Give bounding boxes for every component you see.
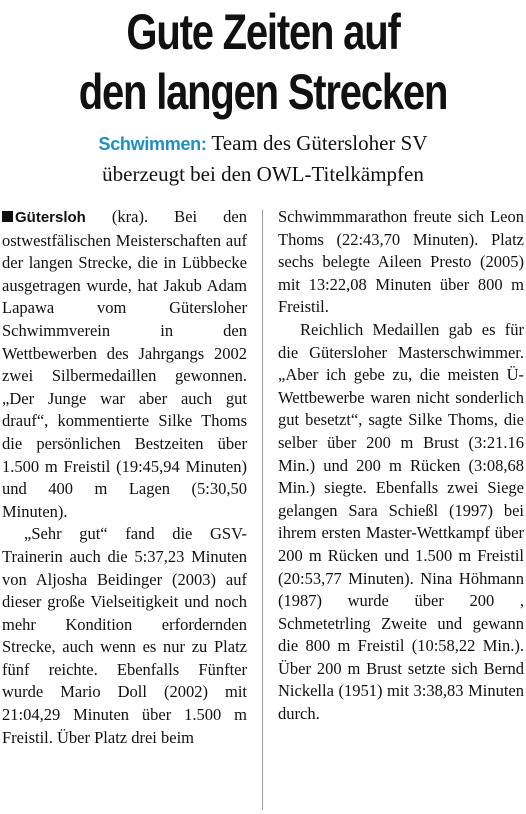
headline-line-2: den langen Strecken — [78, 64, 448, 120]
square-bullet-icon — [2, 211, 13, 222]
subheadline-line-1 — [0, 128, 526, 159]
article-paragraph-4: Reichlich Medaillen gab es für die Gütersloher Masterschwimmer. „Aber ich gebe zu, die meisten Ü-Wettbewerbe waren nicht sonderlich gut besetzt“, sagte Silke Thoms, die selber über 200 m Brust (3:21.16 Min.) und 200 m Rücken (3:08,68 Min.) siegte. Ebenfalls zwei Siege gelangen Sara Schießl (1997) bei ihrem ersten Master-Wettkampf über 200 m Rücken und 1.500 m Freistil (20:53,77 Minuten). Nina Höhmann (1987) wurde über 200 , Schmetetrling Zweite und gewann die 800 m Freistil (10:58,22 Min.). Über 200 m Brust setzte sich Bernd Nickella (1951) mit 3:38,83 Minuten durch. — [278, 319, 524, 724]
article-paragraph-1 — [2, 206, 247, 523]
article-column-right — [278, 206, 524, 726]
article-paragraph-3: Schwimmmarathon freute sich Leon Thoms (22:43,70 Minuten). Platz sechs belegte Aileen Presto (2005) mit 13:22,08 Minuten über 800 m Freistil. — [278, 207, 524, 317]
section-kicker: Schwimmen: — [98, 134, 207, 154]
subheadline — [0, 128, 526, 189]
headline — [53, 2, 474, 122]
column-divider — [262, 210, 263, 810]
headline-line-1: Gute Zeiten auf — [126, 4, 400, 60]
dateline: Gütersloh — [15, 209, 86, 226]
subheadline-text-1: Team des Gütersloher SV — [211, 131, 428, 155]
subheadline-text-2: überzeugt bei den OWL-Titelkämpfen — [102, 162, 424, 186]
article-paragraph-2: „Sehr gut“ fand die GSV-Trainerin auch die 5:37,23 Minuten von Aljosha Beidinger (2003) auf dieser große Vielseitigkeit und noch mehr Kondition erfordernden Strecke, auch wenn es nur zu Platz fünf reichte. Ebenfalls Fünfter wurde Mario Doll (2002) mit 21:04,29 Minuten über 1.500 m Freistil. Über Platz drei beim — [2, 524, 247, 747]
paragraph-1-text: (kra). Bei den ostwestfälischen Meisterschaften auf der langen Strecke, die in Lübbecke ausgetragen wurde, hat Jakub Adam Lapawa vom Gütersloher Schwimmverein in den Wettbewerben des Jahrgangs 2002 zwei Silbermedaillen gewonnen. „Der Junge war aber auch gut drauf“, kommentierte Silke Thoms die persönlichen Bestzeiten über 1.500 m Freistil (19:45,94 Minuten) und 400 m Lagen (5:30,50 Minuten). — [2, 207, 247, 521]
article-column-left — [2, 206, 247, 749]
